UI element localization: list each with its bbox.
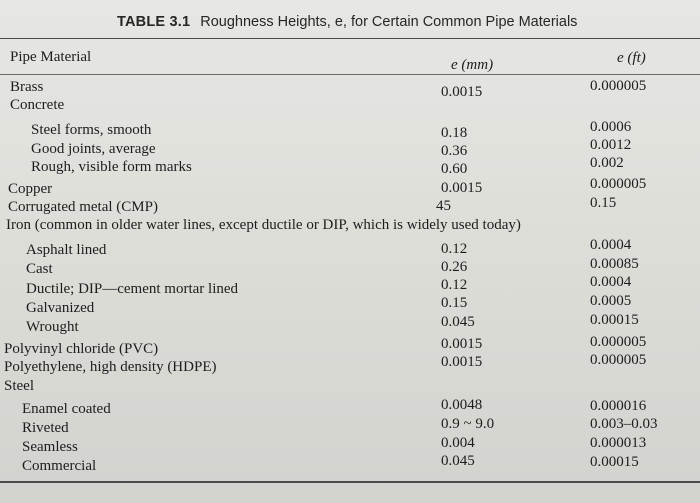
- table-row-e-ft: 0.000013: [590, 435, 647, 451]
- table-row-material: Brass: [10, 79, 44, 95]
- header-pipe-material: Pipe Material: [10, 49, 92, 65]
- table-label: TABLE 3.1: [117, 14, 191, 30]
- header-e-ft: e (ft): [617, 50, 646, 66]
- table-row-e-ft: 0.00015: [590, 454, 639, 470]
- table-row-e-mm: 0.004: [441, 435, 475, 451]
- table-row-e-ft: 0.15: [590, 195, 617, 211]
- table-row-e-ft: 0.000005: [590, 176, 647, 192]
- header-rule: [0, 74, 700, 75]
- table-row-e-mm: 0.18: [441, 125, 468, 141]
- table-row-e-mm: 0.60: [441, 161, 468, 177]
- table-row-e-ft: 0.0012: [590, 137, 632, 153]
- table-row-material: Good joints, average: [31, 141, 156, 157]
- table-row-material: Riveted: [22, 420, 69, 436]
- table-row-e-ft: 0.00015: [590, 312, 639, 328]
- table-row-e-mm: 0.12: [441, 277, 468, 293]
- table-caption: [117, 14, 577, 30]
- table-row-e-mm: 0.0015: [441, 84, 483, 100]
- table-row-material: Seamless: [22, 439, 78, 455]
- table-row-e-ft: 0.000005: [590, 334, 647, 350]
- table-row-material: Polyvinyl chloride (PVC): [4, 341, 159, 357]
- table-row-material: Steel: [4, 378, 34, 394]
- table-row-e-mm: 0.26: [441, 259, 468, 275]
- table-row-material: Copper: [8, 181, 53, 197]
- table-row-material: Wrought: [26, 319, 79, 335]
- table-row-e-mm: 0.0015: [441, 180, 483, 196]
- table-row-material: Cast: [26, 261, 53, 277]
- table-row-material: Iron (common in older water lines, except ductile or DIP, which is widely used today): [6, 217, 521, 233]
- table-row-e-mm: 0.045: [441, 453, 475, 469]
- table-row-e-ft: 0.0004: [590, 274, 632, 290]
- table-row-e-ft: 0.000005: [590, 78, 647, 94]
- header-e-mm: e (mm): [451, 57, 494, 73]
- table-row-e-ft: 0.00085: [590, 256, 639, 272]
- table-row-e-ft: 0.0005: [590, 293, 632, 309]
- table-row-material: Corrugated metal (CMP): [8, 199, 158, 215]
- table-row-e-ft: 0.000016: [590, 398, 647, 414]
- table-row-e-mm: 45: [436, 198, 451, 214]
- table-row-material: Asphalt lined: [26, 242, 107, 258]
- table-row-e-mm: 0.045: [441, 314, 475, 330]
- table-row-e-mm: 0.9 ~ 9.0: [441, 416, 495, 432]
- table-bottom-rule: [0, 481, 700, 483]
- table-row-e-mm: 0.36: [441, 143, 468, 159]
- table-row-e-mm: 0.0015: [441, 354, 483, 370]
- table-title: Roughness Heights, e, for Certain Common Pipe Materials: [200, 14, 578, 30]
- table-row-material: Enamel coated: [22, 401, 111, 417]
- table-row-e-ft: 0.0004: [590, 237, 632, 253]
- table-row-e-ft: 0.003–0.03: [590, 416, 658, 432]
- table-row-material: Steel forms, smooth: [31, 122, 152, 138]
- table-row-e-mm: 0.0015: [441, 336, 483, 352]
- table-row-material: Commercial: [22, 458, 97, 474]
- table-row-material: Galvanized: [26, 300, 95, 316]
- table-top-rule: [0, 38, 700, 39]
- table-row-e-mm: 0.15: [441, 295, 468, 311]
- table-row-material: Rough, visible form marks: [31, 159, 192, 175]
- table-row-e-mm: 0.12: [441, 241, 468, 257]
- table-row-material: Concrete: [10, 97, 65, 113]
- table-row-e-ft: 0.000005: [590, 352, 647, 368]
- table-row-e-ft: 0.002: [590, 155, 624, 171]
- table-row-e-mm: 0.0048: [441, 397, 483, 413]
- table-row-e-ft: 0.0006: [590, 119, 632, 135]
- table-row-material: Polyethylene, high density (HDPE): [4, 359, 217, 375]
- table-row-material: Ductile; DIP—cement mortar lined: [26, 281, 239, 297]
